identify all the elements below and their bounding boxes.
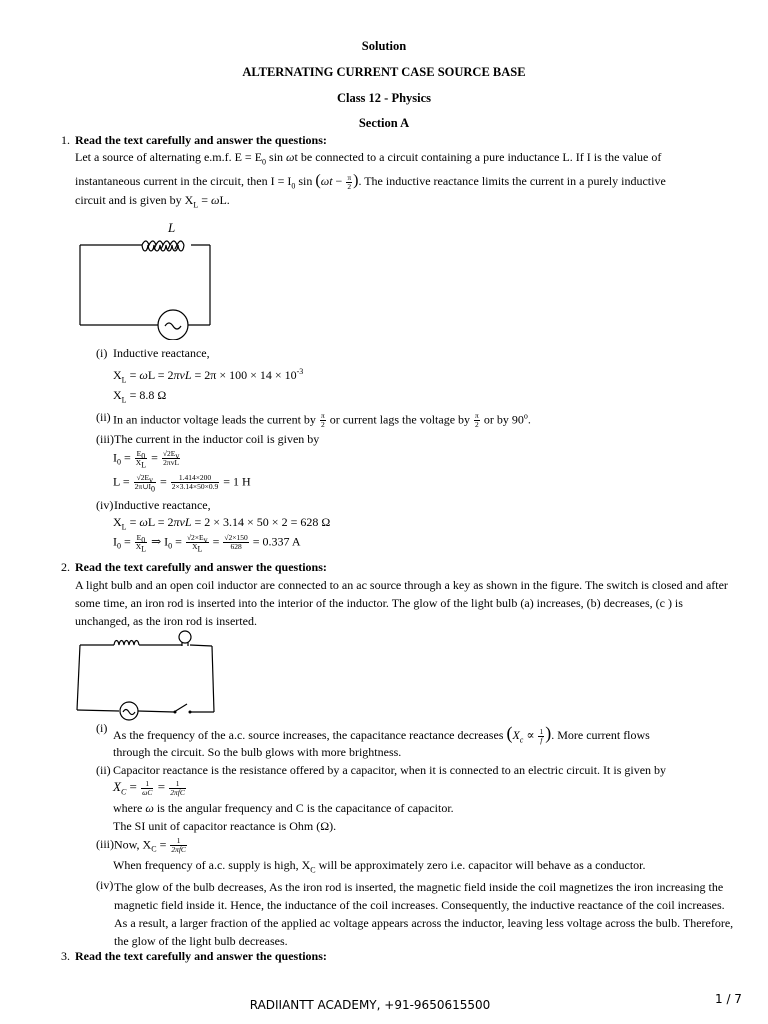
q1-number: 1. — [61, 133, 70, 147]
q1-ii-text: In an inductor voltage leads the current by $\frac{\pi}{2}$ or current lags the voltage by $\frac{\pi}{2}$ or by 90$^o$. — [113, 411, 531, 429]
page-subtitle: ALTERNATING CURRENT CASE SOURCE BASE — [242, 65, 526, 79]
q1-i-text: Inductive reactance, — [113, 346, 210, 360]
q1-line2: instantaneous current in the circuit, then $I = I_0$ sin (ωt − $\frac{\pi}{2}$ ). The inductive reactance limits the current in a purely inductive — [75, 172, 666, 191]
q2-number: 2. — [61, 560, 70, 574]
q2-iv-text: The glow of the bulb decreases, As the iron rod is inserted, the magnetic field inside the coil magnetizes the iron increasing the magnetic field inside it. Hence, the inductance of the coil increases. Consequently, the inductive reactance of the coil increases. As a result, a larger fraction of the applied ac voltage appears across the inductor, leaving less voltage across the bulb. Therefore, the glow of the light bulb decreases. — [114, 880, 734, 948]
q1-iv-text: Inductive reactance, — [114, 498, 211, 512]
q2-iii-text: Now, $X_C$ = $\frac{1}{\text{2πfC}}$ — [114, 836, 186, 854]
q1-i-eq1: $X_L = \omega L = 2\pi vL = 2\pi \times 100 \times 14 \times 10^{-3}$ — [113, 367, 304, 385]
q1-iv-label: (iv) — [96, 498, 114, 512]
q3-heading: Read the text carefully and answer the questions: — [75, 949, 327, 963]
page-title: Solution — [361, 39, 407, 53]
section-heading: Section A — [358, 116, 410, 130]
q1-i-label: (i) — [96, 346, 108, 360]
q2-ii-si: The SI unit of capacitor reactance is Ohm (Ω). — [113, 819, 337, 833]
q1-iii-text: The current in the inductor coil is given by — [114, 432, 320, 446]
inductor-circuit-figure — [76, 218, 216, 340]
q1-line3: circuit and is given by $X_L = \omega L$. — [75, 193, 230, 210]
footer-academy: RADIIANTT ACADEMY, +91-9650615500 — [249, 998, 491, 1012]
q1-i-eq2: $X_L = 8.8$ Ω — [113, 388, 167, 405]
inductor-label: L — [168, 220, 176, 235]
q2-ii-text: Capacitor reactance is the resistance offered by a capacitor, when it is connected to an electric circuit. It is given by — [113, 763, 667, 777]
q1-line1: Let a source of alternating e.m.f. $E = E_0$ sin ωt be connected to a circuit containing a pure inductance L. If I is the value of — [75, 150, 662, 167]
q2-i-text: As the frequency of the a.c. source increases, the capacitance reactance decreases ($X_c$ ∝ $\frac{1}{f}$ ). More current flows — [113, 723, 650, 745]
q2-body: A light bulb and an open coil inductor are connected to an ac source through a key as shown in the figure. The switch is closed and after some time, an iron rod is inserted into the interior of the inductor. The glow of the light bulb (a) increases, (b) decreases, (c ) is unchanged, as the iron rod is inserted. — [75, 578, 728, 628]
q1-iii-eq2: L = $\frac{√2E_v}{2\pi\cup I_0}$ = $\frac{1.414\times 200}{2\times 3.14\times 50\times 0.9}$ = 1 H — [113, 473, 251, 494]
q1-iv-eq2: $I_0$ = $\frac{E_0}{X_L}$ ⇒ $I_0$ = $\frac{√2\times E_v}{X_L}$ = $\frac{√2\times 150}{628}$ = 0.337 A — [113, 533, 301, 554]
q3-number: 3. — [61, 949, 70, 963]
q1-iv-eq1: $X_L = \omega L = 2\pi vL = 2 \times 3.14 \times 50 \times 2 = 628$ Ω — [113, 515, 331, 532]
page-number: 1 / 7 — [715, 992, 742, 1006]
q2-iii-line2: When frequency of a.c. supply is high, $X_C$ will be approximately zero i.e. capacitor will behave as a conductor. — [113, 858, 646, 875]
q2-ii-formula: $X_C$ = $\frac{1}{\omega C}$ = $\frac{1}{\text{2πfC}}$ — [113, 778, 185, 797]
q2-iv-label: (iv) — [96, 878, 114, 892]
q2-ii-where: where ω is the angular frequency and C is the capacitance of capacitor. — [113, 801, 454, 815]
q1-iii-label: (iii) — [96, 432, 114, 446]
bulb-circuit-figure — [74, 628, 219, 724]
q2-i-label: (i) — [96, 721, 108, 735]
q1-iii-eq1: $I_0$ = $\frac{E_0}{X_L}$ = $\frac{√2E_v}{\text{2πvL}}$ — [113, 449, 180, 470]
q2-heading: Read the text carefully and answer the questions: — [75, 560, 327, 574]
q1-ii-label: (ii) — [96, 410, 111, 424]
q1-heading: Read the text carefully and answer the questions: — [75, 133, 327, 147]
class-line: Class 12 - Physics — [336, 91, 432, 105]
q2-iii-label: (iii) — [96, 837, 114, 851]
q2-ii-label: (ii) — [96, 763, 111, 777]
q2-i-text2: through the circuit. So the bulb glows with more brightness. — [113, 745, 402, 759]
